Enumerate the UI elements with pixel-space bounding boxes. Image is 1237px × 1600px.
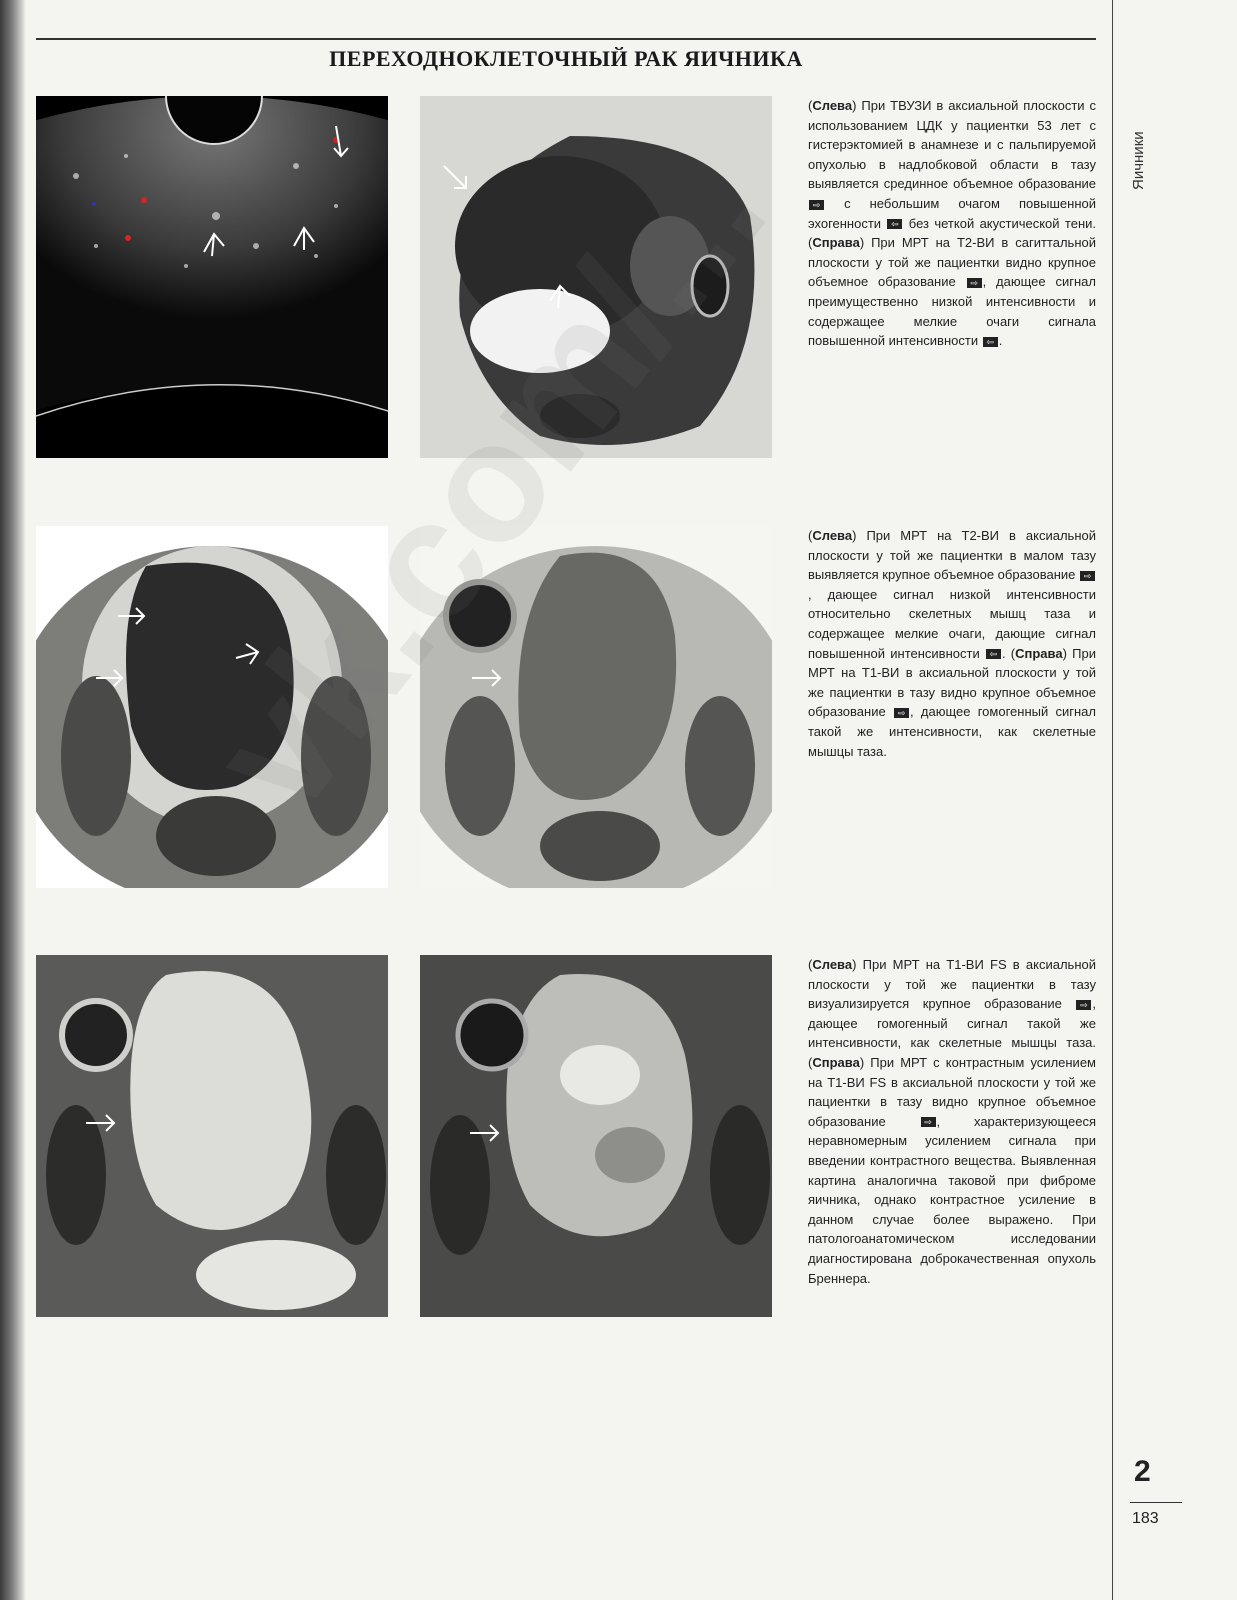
margin-divider [1112, 0, 1113, 1600]
caption-paren: ( [808, 98, 813, 113]
solid-arrow-icon: ⇨ [809, 200, 824, 210]
figure-1-caption: (Слева) При ТВУЗИ в аксиальной плоскости с использованием ЦДК у пациентки 53 лет с гистерэктомией в анамнезе и с пальпируемой опухолью в надлобковой области в тазу выявляется срединное объемное образование ⇨ с небольшим очагом повышенной эхогенности ⇦ без четкой акустической тени. (Справа) При МРТ на Т2-ВИ в сагиттальной плоскости у той же пациентки видно крупное объемное образование ⇨ , дающее сигнал преимущественно низкой интенсивности и содержащее мелкие очаги сигнала повышенной интенсивности ⇦ . [808, 98, 1096, 349]
caption-text: При МРТ на Т2-ВИ в аксиальной плоскости у той же пациентки в малом тазу выявляется крупное объемное образование [808, 528, 1096, 583]
caption-label: Справа [812, 1054, 860, 1070]
open-arrow-icon: ⇦ [986, 649, 1001, 659]
caption-text: , дающее сигнал низкой интенсивности относительно скелетных мышц таза и содержащее мелкие очаги, дающие сигнал повышенной интенсивности [808, 586, 1096, 661]
caption-text: При МРТ на Т1-ВИ FS в аксиальной плоскости у той же пациентки в тазу визуализируется крупное образование [808, 957, 1096, 1012]
figure-1-right-mri-t2-sagittal [420, 96, 772, 458]
solid-arrow-icon: ⇨ [967, 278, 982, 288]
caption-label: Слева [812, 957, 853, 972]
figure-2-caption: (Слева) При МРТ на Т2-ВИ в аксиальной плоскости у той же пациентки в малом тазу выявляется крупное объемное образование ⇨, дающее сигнал низкой интенсивности относительно скелетных мышц таза и содержащее мелкие очаги, дающие сигнал повышенной интенсивности ⇦ . (Справа) При МРТ на Т1-ВИ в аксиальной плоскости у той же пациентки в тазу видно крупное объемное образование ⇨ , дающее гомогенный сигнал такой же интенсивности, как скелетные мышцы таза. [808, 528, 1097, 759]
caption-text: . [998, 333, 1003, 349]
caption-text: без четкой акустической тени. ( [808, 215, 1096, 251]
caption-label: Справа [812, 235, 860, 251]
caption-paren: ( [808, 957, 813, 972]
figure-2-left-mri-t2-axial [36, 526, 388, 888]
page-number: 183 [1132, 1510, 1159, 1527]
watermark: vk.com/... [175, 118, 802, 847]
page-number-rule [1130, 1502, 1182, 1503]
figure-2-right-mri-t1-axial [420, 526, 772, 888]
caption-text: , характеризующееся неравномерным усилением сигнала при введении контрастного вещества. Выявленная картина аналогична таковой при фиброме яичника, однако контрастное усиление в данном случае более выражено. При патологоанатомическом исследовании диагностирована доброкачественная опухоль Бреннера. [808, 1113, 1096, 1286]
figure-3-caption: (Слева) При МРТ на Т1-ВИ FS в аксиальной плоскости у той же пациентки в тазу визуализируется крупное образование ⇨ , дающее гомогенный сигнал такой же интенсивности, как скелетные мышцы таза. (Справа) При МРТ с контрастным усилением на Т1-ВИ FS в аксиальной плоскости у той же пациентки в тазу видно крупное объемное образование ⇨ , характеризующееся неравномерным усилением сигнала при введении контрастного вещества. Выявленная картина аналогична таковой при фиброме яичника, однако контрастное усиление в данном случае более выражено. При патологоанатомическом исследовании диагностирована доброкачественная опухоль Бреннера. [808, 957, 1096, 1286]
caption-text: , дающее гомогенный сигнал такой же интенсивности, как скелетные мышцы таза. [808, 704, 1097, 759]
figure-1-left-ultrasound [36, 96, 388, 458]
caption-text: При ТВУЗИ в аксиальной плоскости с использованием ЦДК у пациентки 53 лет с гистерэктомией в анамнезе и с пальпируемой опухолью в надлобковой области в тазу выявляется срединное объемное образование [808, 98, 1096, 192]
caption-text: , дающее гомогенный сигнал такой же интенсивности, как скелетные мышцы таза. ( [808, 996, 1096, 1070]
figure-3-right-mri-t1-fs-contrast [420, 955, 772, 1317]
caption-text: с небольшим очагом повышенной эхогенности [808, 195, 1096, 231]
caption-text: . ( [1001, 645, 1016, 661]
caption-text: ) При МРТ с контрастным усилением на Т1-ВИ FS в аксиальной плоскости у той же пациентки в тазу видно крупное объемное образование [808, 1054, 1096, 1129]
solid-arrow-icon: ⇨ [1076, 1000, 1091, 1010]
caption-text: ) При МРТ на Т1-ВИ в аксиальной плоскости у той же пациентки в тазу видно крупное объемное образование [808, 645, 1096, 720]
caption-label: Слева [812, 98, 853, 113]
section-label: Яичники [1130, 131, 1147, 190]
solid-arrow-icon: ⇨ [894, 708, 909, 718]
caption-text: , дающее сигнал преимущественно низкой интенсивности и содержащее мелкие очаги сигнала повышенной интенсивности [808, 274, 1096, 349]
page-binding-shadow [0, 0, 26, 1600]
caption-label: Слева [812, 528, 853, 543]
figure-3-left-mri-t1-fs-axial [36, 955, 388, 1317]
caption-text: ) При МРТ на Т2-ВИ в сагиттальной плоскости у той же пациентки видно крупное объемное образование [808, 235, 1096, 290]
caption-label: Справа [1015, 645, 1063, 661]
page-title: ПЕРЕХОДНОКЛЕТОЧНЫЙ РАК ЯИЧНИКА [36, 38, 1096, 72]
solid-arrow-icon: ⇨ [921, 1117, 936, 1127]
solid-arrow-icon: ⇨ [1080, 571, 1095, 581]
open-arrow-icon: ⇦ [983, 337, 998, 347]
chapter-number: 2 [1134, 1455, 1151, 1488]
open-arrow-icon: ⇦ [887, 219, 902, 229]
caption-paren: ( [808, 528, 813, 543]
